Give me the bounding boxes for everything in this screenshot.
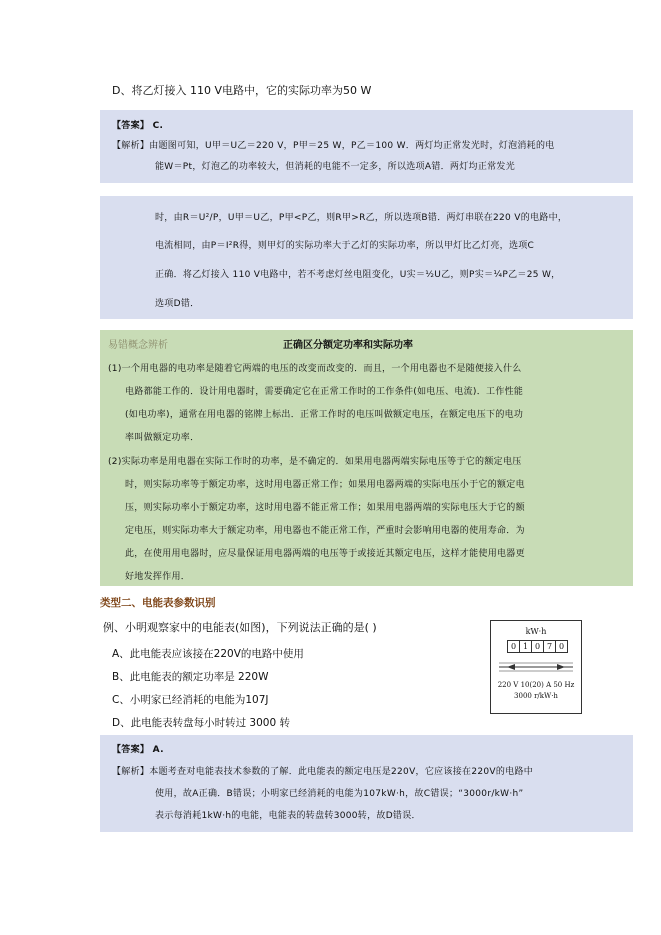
meter-digit: 7 [544, 641, 556, 652]
analysis-line: 时，由R＝U²/P，U甲＝U乙，P甲<P乙，则R甲>R乙，所以选项B错．两灯串联在220 V的电路中， [155, 213, 568, 223]
option-c: C、小明家已经消耗的电能为107J [112, 694, 269, 706]
analysis-line: 表示每消耗1kW·h的电能，电能表的转盘转3000转，故D错误． [155, 811, 421, 821]
option-a: A、此电能表应该接在220V的电路中使用 [112, 648, 304, 660]
tip-line: (1)一个用电器的电功率是随着它两端的电压的改变而改变的．而且，一个用电器也不是随便接入什么 [108, 364, 522, 374]
meter-digit: 0 [558, 642, 565, 651]
analysis-line: 【解析】由题图可知，U甲＝U乙＝220 V，P甲＝25 W，P乙＝100 W．两灯均正常发光时，灯泡消耗的电 [112, 141, 555, 151]
meter-spec-rating: 220 V 10(20) A 50 Hz [497, 681, 575, 689]
tip-line: 时，则实际功率等于额定功率，这时用电器正常工作；如果用电器两端的实际电压小于它的额定电 [125, 480, 525, 490]
option-d: D、此电能表转盘每小时转过 3000 转 [112, 717, 290, 729]
electric-meter-figure [490, 620, 582, 714]
analysis-line: 【解析】本题考查对电能表技术参数的了解．此电能表的额定电压是220V，它应该接在220V的电路中 [112, 767, 534, 777]
tip-line: (如电功率)，通常在用电器的铭牌上标出．正常工作时的电压叫做额定电压，在额定电压下的电功 [125, 410, 524, 420]
tip-line: 压，则实际功率小于额定功率，这时用电器不能正常工作；如果用电器两端的实际电压大于它的额 [125, 503, 525, 513]
option-b: B、此电能表的额定功率是 220W [112, 671, 269, 683]
option-d-text: D、将乙灯接入 110 V电路中，它的实际功率为50 W [112, 84, 372, 97]
meter-digit: 0 [532, 641, 544, 652]
tip-line: 率叫做额定功率． [125, 433, 200, 443]
tip-line: 好地发挥作用． [125, 572, 191, 582]
tip-label: 易错概念辨析 [108, 340, 168, 351]
meter-spec-revolutions: 3000 r/kW·h [514, 692, 558, 700]
meter-digit-display [507, 640, 568, 653]
tip-title: 正确区分额定功率和实际功率 [283, 340, 413, 351]
section-title: 类型二、电能表参数识别 [100, 597, 216, 609]
analysis-line: 选项D错． [155, 299, 200, 309]
analysis-line: 正确．将乙灯接入 110 V电路中，若不考虑灯丝电阻变化，U实＝½U乙，则P实＝¼P乙＝25 W， [155, 270, 561, 280]
meter-unit: kW·h [525, 627, 547, 636]
tip-line: (2)实际功率是用电器在实际工作时的功率，是不确定的．如果用电器两端实际电压等于它的额定电压 [108, 457, 522, 467]
answer-label-1: 【答案】 C. [112, 121, 164, 131]
analysis-line: 使用，故A正确．B错误；小明家已经消耗的电能为107kW·h，故C错误；“3000r/kW·h” [155, 789, 524, 799]
question-stem: 例、小明观察家中的电能表(如图)，下列说法正确的是( ) [103, 621, 377, 634]
analysis-line: 电流相同，由P＝I²R得，则甲灯的实际功率大于乙灯的实际功率，所以甲灯比乙灯亮，选项C [155, 241, 535, 251]
tip-line: 此，在使用用电器时，应尽量保证用电器两端的电压等于或接近其额定电压，这样才能使用电器更 [125, 549, 525, 559]
meter-rotor-disc-icon [497, 659, 575, 675]
analysis-line: 能W＝Pt，灯泡乙的功率较大，但消耗的电能不一定多，所以选项A错．两灯均正常发光 [155, 162, 516, 172]
meter-digit: 1 [520, 641, 532, 652]
tip-line: 定电压，则实际功率大于额定功率，用电器也不能正常工作，严重时会影响用电器的使用寿命．为 [125, 526, 525, 536]
meter-digit: 0 [508, 641, 520, 652]
answer-label-2: 【答案】 A. [112, 745, 164, 755]
tip-line: 电路都能工作的．设计用电器时，需要确定它在正常工作时的工作条件(如电压、电流)．工作性能 [125, 387, 524, 397]
